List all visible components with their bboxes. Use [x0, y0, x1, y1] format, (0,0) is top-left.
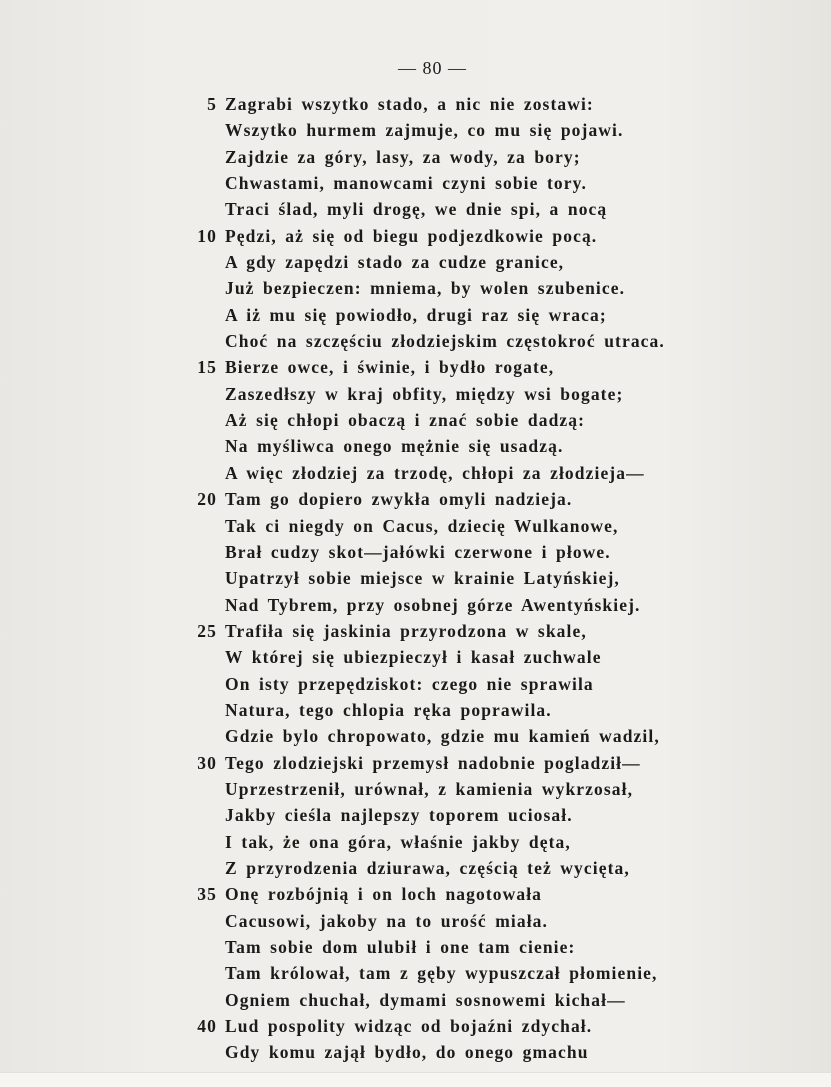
line-text: Już bezpieczen: mniema, by wolen szubenice.	[225, 278, 626, 299]
line-text: On isty przepędziskot: czego nie sprawila	[225, 673, 594, 694]
poem-line	[190, 697, 750, 723]
line-text: Zajdzie za góry, lasy, za wody, za bory;	[225, 146, 581, 167]
poem-text	[190, 91, 750, 1066]
line-text: Nad Tybrem, przy osobnej górze Awentyńskiej.	[225, 594, 641, 615]
poem-line	[190, 829, 750, 855]
line-text: Lud pospolity widząc od bojaźni zdychał.	[225, 1016, 593, 1037]
line-text: Tak ci niegdy on Cacus, dziecię Wulkanowe,	[225, 515, 619, 536]
poem-line	[190, 855, 750, 881]
line-text: Upatrzył sobie miejsce w krainie Latyńskiej,	[225, 568, 620, 589]
line-text: Trafiła się jaskinia przyrodzona w skale,	[225, 620, 587, 641]
line-text: Gdzie bylo chropowato, gdzie mu kamień wadzil,	[225, 726, 660, 747]
poem-line	[190, 539, 750, 565]
line-text: Pędzi, aż się od biegu podjezdkowie pocą.	[225, 225, 598, 246]
poem-line	[190, 117, 750, 143]
poem-line	[190, 776, 750, 802]
line-text: I tak, że ona góra, właśnie jakby dęta,	[225, 831, 571, 852]
line-text: Chwastami, manowcami czyni sobie tory.	[225, 173, 587, 194]
poem-line	[190, 513, 750, 539]
line-number: 30	[197, 752, 217, 773]
line-text: A iż mu się powiodło, drugi raz się wraca;	[225, 304, 607, 325]
line-text: Cacusowi, jakoby na to urość miała.	[225, 910, 548, 931]
page-bottom-edge	[0, 1072, 831, 1087]
line-number: 20	[197, 489, 217, 510]
poem-line	[190, 354, 750, 380]
poem-line	[190, 144, 750, 170]
poem-line	[190, 433, 750, 459]
line-text: Jakby cieśla najlepszy toporem uciosał.	[225, 805, 573, 826]
poem-line	[190, 881, 750, 907]
line-number: 15	[197, 357, 217, 378]
line-number: 10	[197, 225, 217, 246]
poem-line	[190, 908, 750, 934]
line-number: 5	[207, 94, 217, 114]
poem-line	[190, 328, 750, 354]
line-text: Tam królował, tam z gęby wypuszczał płomienie,	[225, 963, 658, 984]
poem-line	[190, 671, 750, 697]
line-text: Tam go dopiero zwykła omyli nadzieja.	[225, 489, 573, 510]
poem-line	[190, 302, 750, 328]
line-number: 25	[197, 620, 217, 641]
poem-line	[190, 91, 750, 117]
poem-line	[190, 460, 750, 486]
line-text: Brał cudzy skot—jałówki czerwone i płowe.	[225, 541, 611, 562]
line-text: A gdy zapędzi stado za cudze granice,	[225, 252, 565, 273]
line-text: Wszytko hurmem zajmuje, co mu się pojawi.	[225, 120, 624, 141]
poem-line	[190, 987, 750, 1013]
poem-line	[190, 802, 750, 828]
poem-line	[190, 486, 750, 512]
line-text: Natura, tego chlopia ręka poprawila.	[225, 699, 552, 720]
line-number: 35	[197, 884, 217, 905]
poem-line	[190, 381, 750, 407]
poem-line	[190, 960, 750, 986]
poem-line	[190, 644, 750, 670]
line-text: Z przyrodzenia dziurawa, częścią też wycięta,	[225, 857, 630, 878]
line-text: Gdy komu zajął bydło, do onego gmachu	[225, 1042, 589, 1063]
poem-line	[190, 249, 750, 275]
line-number: 40	[197, 1016, 217, 1037]
line-text: W której się ubiezpieczył i kasał zuchwale	[225, 647, 602, 668]
poem-line	[190, 750, 750, 776]
line-text: Ogniem chuchał, dymami sosnowemi kichał—	[225, 989, 626, 1010]
poem-line	[190, 565, 750, 591]
line-text: Onę rozbójnią i on loch nagotowała	[225, 884, 543, 905]
line-text: Tego zlodziejski przemysł nadobnie pogladził—	[225, 752, 641, 773]
line-text: Traci ślad, myli drogę, we dnie spi, a nocą	[225, 199, 608, 220]
poem-line	[190, 275, 750, 301]
page-number: — 80 —	[398, 58, 467, 78]
poem-line	[190, 196, 750, 222]
line-text: Tam sobie dom ulubił i one tam cienie:	[225, 937, 576, 957]
poem-line	[190, 592, 750, 618]
poem-line	[190, 1013, 750, 1039]
line-text: A więc złodziej za trzodę, chłopi za złodzieja—	[225, 462, 645, 483]
poem-line	[190, 618, 750, 644]
poem-line	[190, 223, 750, 249]
poem-line	[190, 407, 750, 433]
poem-line	[190, 1039, 750, 1065]
poem-line	[190, 723, 750, 749]
poem-line	[190, 934, 750, 960]
line-text: Aż się chłopi obaczą i znać sobie dadzą:	[225, 410, 586, 431]
line-text: Choć na szczęściu złodziejskim częstokroć utraca.	[225, 331, 665, 352]
line-text: Zagrabi wszytko stado, a nic nie zostawi:	[225, 94, 594, 114]
line-text: Zaszedłszy w kraj obfity, między wsi bogate;	[225, 383, 624, 404]
line-text: Na myśliwca onego mężnie się usadzą.	[225, 436, 564, 457]
line-text: Bierze owce, i świnie, i bydło rogate,	[225, 357, 555, 378]
line-text: Uprzestrzenił, urównał, z kamienia wykrzosał,	[225, 778, 634, 799]
poem-line	[190, 170, 750, 196]
